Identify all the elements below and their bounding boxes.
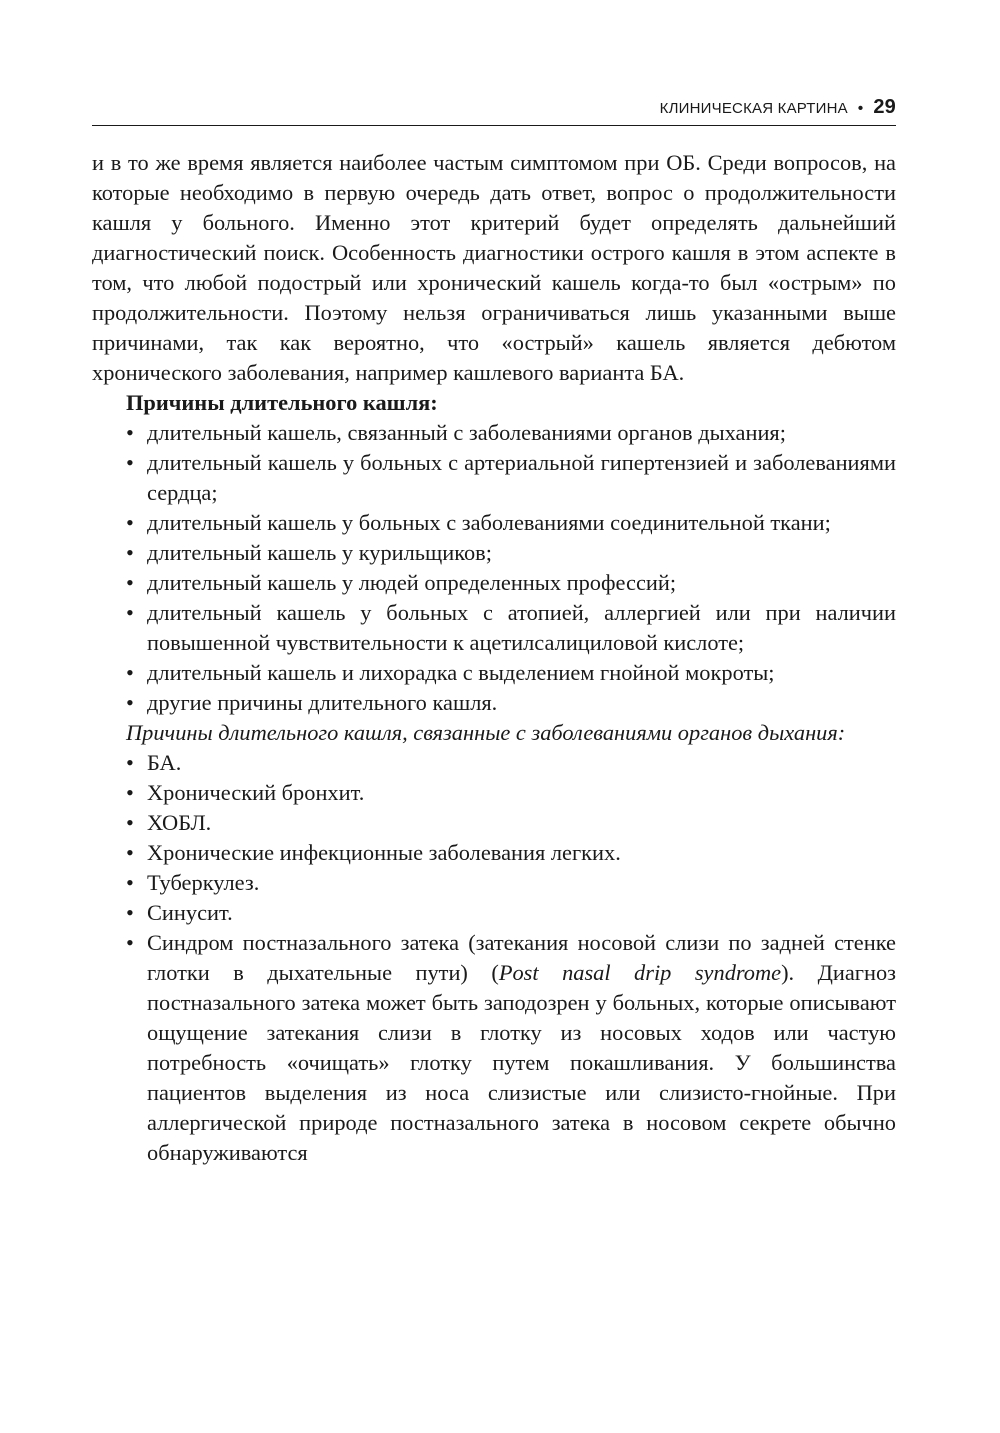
list-item: • длительный кашель у больных с заболеваниями соединительной ткани;: [147, 508, 896, 538]
list-item: • Синусит.: [147, 898, 896, 928]
list-item: • длительный кашель у курильщиков;: [147, 538, 896, 568]
book-page: [92, 96, 896, 1168]
list-item: • ХОБЛ.: [147, 808, 896, 838]
running-head: [92, 96, 896, 126]
postnasal-text-end: ). Диагноз постназального затека может быть заподозрен у больных, которые описывают ощущение затекания слизи в глотку из носовых ходов или частую потребность «очищать» глотку путем покашливания. У большинства пациентов выделения из носа слизистые или слизисто-гнойные. При аллергической природе постназального затека в носовом секрете обычно обнаруживаются: [147, 960, 896, 1165]
list-item: • Хронический бронхит.: [147, 778, 896, 808]
page-number: 29: [873, 96, 896, 118]
page-body: [92, 148, 896, 1168]
causes-list: [92, 418, 896, 718]
list-item: • БА.: [147, 748, 896, 778]
section-title: КЛИНИЧЕСКАЯ КАРТИНА: [659, 100, 848, 117]
list-item: • длительный кашель и лихорадка с выделением гнойной мокроты;: [147, 658, 896, 688]
intro-paragraph: и в то же время является наиболее частым симптомом при ОБ. Среди вопросов, на которые необходимо в первую очередь дать ответ, вопрос о продолжительности кашля у больного. Именно этот критерий будет определять дальнейший диагностический поиск. Особенность диагностики острого кашля в этом аспекте в том, что любой подострый или хронический кашель когда-то был «острым» по продолжительности. Поэтому нельзя ограничиваться лишь указанными выше причинами, так как вероятно, что «острый» кашель является дебютом хронического заболевания, например кашлевого варианта БА.: [92, 150, 896, 385]
list-item: • длительный кашель, связанный с заболеваниями органов дыхания;: [147, 418, 896, 448]
header-separator: •: [857, 100, 864, 117]
postnasal-term: Post nasal drip syndrome: [498, 960, 782, 985]
causes-heading: Причины длительного кашля:: [126, 390, 438, 415]
list-item: • другие причины длительного кашля.: [147, 688, 896, 718]
list-item: • Туберкулез.: [147, 868, 896, 898]
list-item: • длительный кашель у больных с артериальной гипертензией и заболеваниями сердца;: [147, 448, 896, 508]
list-item: • длительный кашель у людей определенных профессий;: [147, 568, 896, 598]
list-item: • Хронические инфекционные заболевания легких.: [147, 838, 896, 868]
respiratory-list: [92, 748, 896, 1168]
postnasal-text-start: Синдром постназального затека (затекания носовой слизи по задней стенке глотки в дыхательные пути) (: [147, 930, 896, 985]
list-item: • длительный кашель у больных с атопией, аллергией или при наличии повышенной чувствительности к ацетилсалициловой кислоте;: [147, 598, 896, 658]
respiratory-heading: Причины длительного кашля, связанные с заболеваниями органов дыхания:: [126, 720, 846, 745]
postnasal-item: [147, 928, 896, 1168]
